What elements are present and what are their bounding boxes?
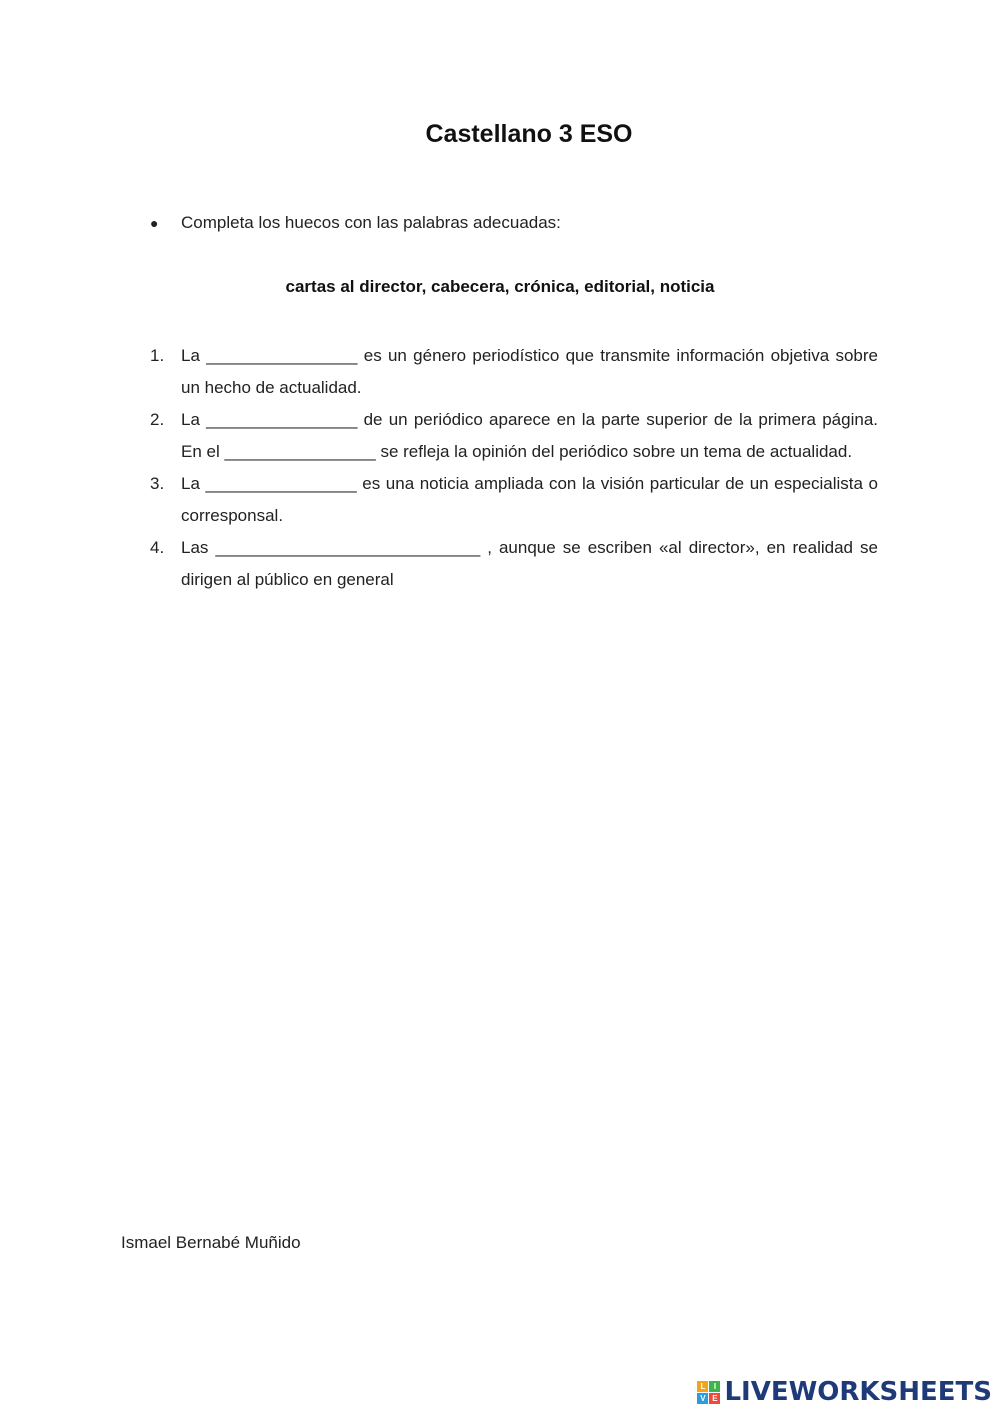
logo-tile: L [697, 1381, 708, 1392]
author-name: Ismael Bernabé Muñido [121, 1233, 301, 1252]
page-title: Castellano 3 ESO [425, 120, 633, 148]
exercise-item-2 [150, 404, 878, 468]
exercise-text: Las ____________________________ , aunque se escriben «al director», en realidad se dirigen al público en general [181, 538, 878, 589]
exercise-list [150, 340, 878, 596]
word-bank: cartas al director, cabecera, crónica, editorial, noticia [285, 277, 715, 296]
exercise-item-4 [150, 532, 878, 596]
exercise-number: 1. [150, 346, 165, 365]
exercise-item-1 [150, 340, 878, 404]
logo-tile: E [709, 1393, 720, 1404]
logo-tile: V [697, 1393, 708, 1404]
exercise-number: 4. [150, 538, 165, 557]
exercise-number: 3. [150, 474, 165, 493]
bullet-icon: ● [150, 215, 159, 231]
watermark-text: LIVEWORKSHEETS [724, 1377, 992, 1407]
logo-tile: I [709, 1381, 720, 1392]
liveworksheets-logo-icon [697, 1381, 720, 1404]
liveworksheets-watermark [697, 1377, 992, 1407]
exercise-text: La ________________ de un periódico aparece en la parte superior de la primera página. En el ________________ se refleja la opinión del periódico sobre un tema de actualidad. [181, 410, 878, 461]
exercise-number: 2. [150, 410, 165, 429]
exercise-item-3 [150, 468, 878, 532]
exercise-text: La ________________ es un género periodístico que transmite información objetiva sobre un hecho de actualidad. [181, 346, 878, 397]
instruction [150, 213, 561, 233]
exercise-text: La ________________ es una noticia ampliada con la visión particular de un especialista o corresponsal. [181, 474, 878, 525]
instruction-text: Completa los huecos con las palabras adecuadas: [181, 213, 561, 232]
